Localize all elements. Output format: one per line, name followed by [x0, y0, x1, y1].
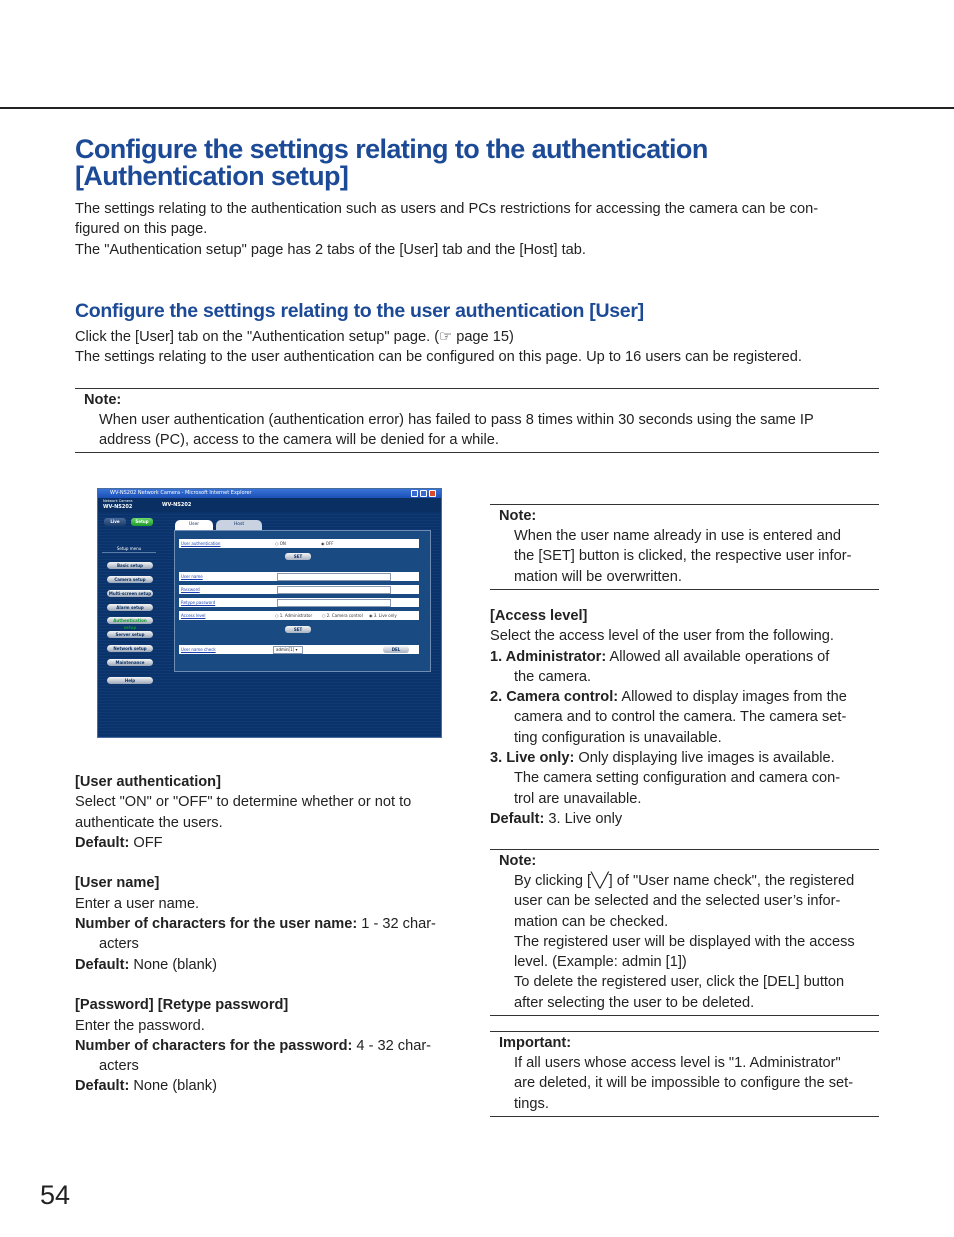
menu-network-setup[interactable]: Network setup: [107, 645, 153, 652]
user-settings-panel: [174, 530, 431, 672]
user-auth-row: User authentication ○ ON ◉ OFF: [179, 539, 419, 548]
menu-help[interactable]: Help: [107, 677, 153, 684]
administrator-radio[interactable]: ○ 1. Administrator: [275, 613, 313, 618]
user-name-check-select[interactable]: admin[1] ▾: [273, 646, 303, 654]
note-title: Note:: [84, 392, 122, 408]
menu-basic-setup[interactable]: Basic setup: [107, 562, 153, 569]
off-radio[interactable]: ◉ OFF: [321, 541, 334, 546]
del-button[interactable]: DEL: [383, 646, 409, 653]
left-column: [User authentication] Select "ON" or "OFF" to determine whether or not to authenticate the users. Default: OFF [User name] Enter a user name. Number of characters for the user name: 1 - 32 char- acters Default: None (blank) [Password] [Retype password] Enter the password. Number of characters for the password: 4 - 32 char- acters Default: None (blank): [75, 772, 465, 1097]
note-box-1: [75, 388, 879, 453]
user-authentication-heading: [User authentication]: [75, 774, 221, 790]
note-box-3: Note: By clicking [╲╱] of "User name check", the registered user can be selected and the selected user’s infor- mation can be checked. The registered user will be displayed with the access level. (Example: admin [1]) To delete the registered user, click the [DEL] button after selecting the user to be deleted.: [490, 849, 879, 1016]
setup-sidebar: [98, 512, 158, 737]
user-name-row: User name: [179, 572, 419, 581]
menu-authentication-setup[interactable]: Authentication setup: [107, 617, 153, 624]
on-radio[interactable]: ○ ON: [275, 541, 286, 546]
menu-maintenance[interactable]: Maintenance: [107, 659, 153, 666]
window-titlebar: WV-NS202 Network Camera - Microsoft Internet Explorer: [98, 489, 441, 498]
menu-server-setup[interactable]: Server setup: [107, 631, 153, 638]
close-icon: [429, 490, 436, 497]
tab-user[interactable]: User: [175, 520, 213, 530]
tab-host[interactable]: Host: [216, 520, 262, 530]
password-row: Password: [179, 585, 419, 594]
user-name-check-row: User name check admin[1] ▾ DEL: [179, 645, 419, 654]
retype-password-input[interactable]: [277, 599, 391, 607]
retype-password-row: Retype password: [179, 598, 419, 607]
important-box: Important: If all users whose access level is "1. Administrator" are deleted, it will be impossible to configure the set- tings.: [490, 1031, 879, 1117]
camera-control-radio[interactable]: ○ 2. Camera control: [322, 613, 363, 618]
live-only-radio[interactable]: ◉ 3. Live only: [369, 613, 397, 618]
set-button-auth[interactable]: SET: [285, 553, 311, 560]
page-title: Configure the settings relating to the authentication [Authentication setup]: [75, 134, 708, 191]
maximize-icon: [420, 490, 427, 497]
section-title: Configure the settings relating to the user authentication [User]: [75, 300, 644, 322]
note-box-2: Note: When the user name already in use is entered and the [SET] button is clicked, the respective user infor- mation will be overwritten.: [490, 504, 879, 590]
access-level-row: Access level ○ 1. Administrator ○ 2. Camera control ◉ 3. Live only: [179, 611, 419, 620]
intro-paragraph: The settings relating to the authentication such as users and PCs restrictions for accessing the camera can be con- figured on this page. The "Authentication setup" page has 2 tabs of the [User] tab and the [Host] tab.: [75, 201, 819, 258]
set-button-user[interactable]: SET: [285, 626, 311, 633]
access-level-section: [Access level] Select the access level of the user from the following. 1. Administrator: Allowed all available operations of the camera. 2. Camera control: Allowed to display images from the camera and to control the camera. The camera set- ting configuration is unavailable. 3. Live only: Only displaying live images is available. The camera setting configuration and camera con- trol are unavailable. Default: 3. Live only: [490, 606, 880, 829]
camera-header: Network Camera WV-NS202 WV-NS202: [98, 498, 441, 512]
live-button[interactable]: Live: [104, 518, 126, 526]
setup-button[interactable]: Setup: [131, 518, 153, 526]
minimize-icon: [411, 490, 418, 497]
setup-menu-label: Setup menu: [102, 546, 156, 553]
top-rule: [0, 107, 954, 109]
user-name-heading: [User name]: [75, 875, 160, 892]
menu-camera-setup[interactable]: Camera setup: [107, 576, 153, 583]
note-text: When user authentication (authentication error) has failed to pass 8 times within 30 seconds using the same IP address (PC), access to the camera will be denied for a while.: [99, 412, 814, 449]
authentication-setup-screenshot: [97, 488, 442, 738]
password-input[interactable]: [277, 586, 391, 594]
password-heading: [Password] [Retype password]: [75, 997, 289, 1014]
page-number: 54: [40, 1180, 71, 1210]
access-level-heading: [Access level]: [490, 608, 588, 624]
menu-multiscreen-setup[interactable]: Multi-screen setup: [108, 591, 152, 596]
section-intro: Click the [User] tab on the "Authentication setup" page. (☞ page 15) The settings relating to the user authentication can be configured on this page. Up to 16 users can be registered.: [75, 329, 802, 366]
menu-alarm-setup[interactable]: Alarm setup: [107, 604, 153, 611]
user-name-input[interactable]: [277, 573, 391, 581]
